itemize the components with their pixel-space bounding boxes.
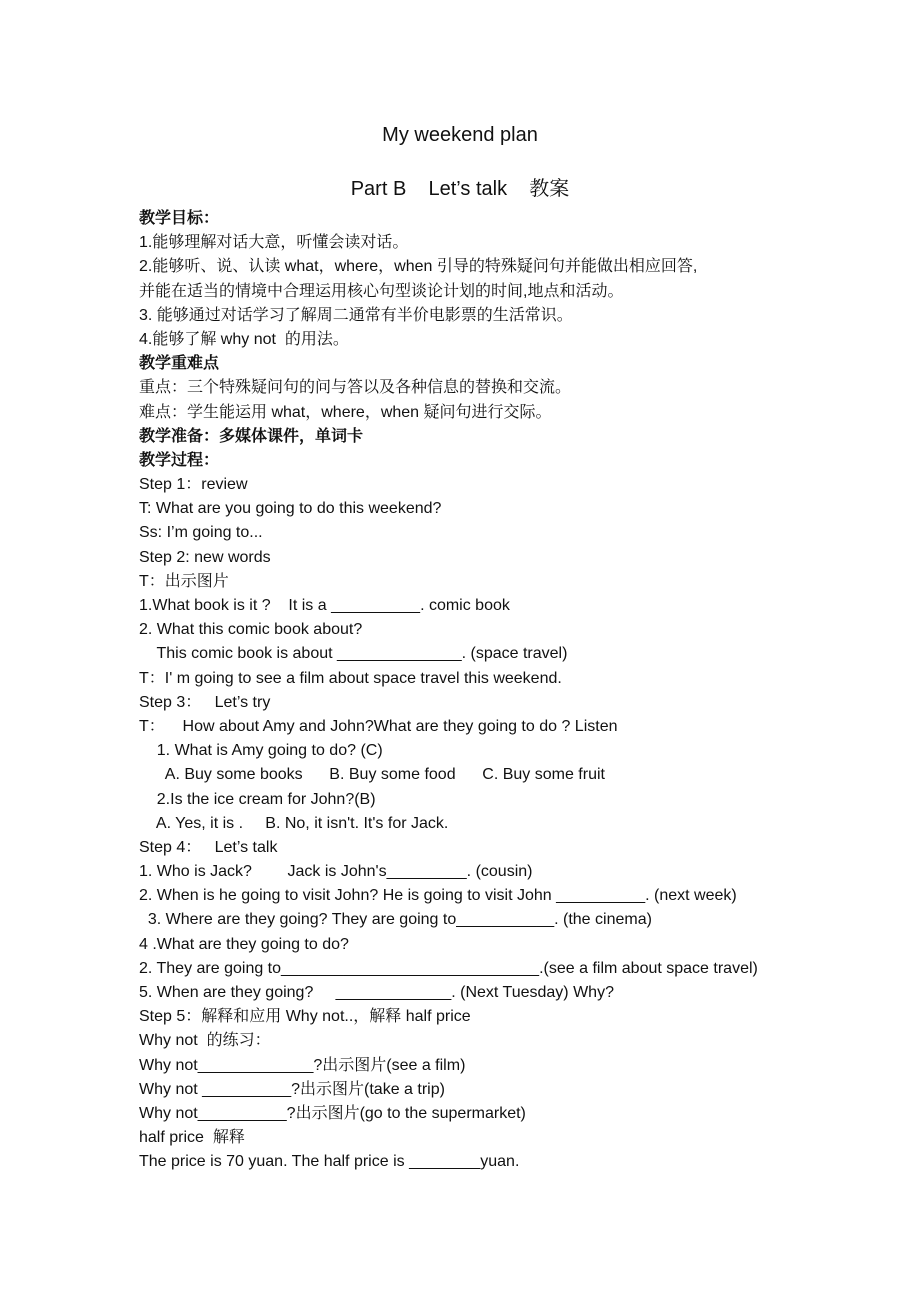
text-line: 4.能够了解 why not 的用法。 xyxy=(139,330,349,348)
text-line: 2.能够听、说、认读 what，where，when 引导的特殊疑问句并能做出相应回答, xyxy=(139,258,698,276)
text-line: 重点：三个特殊疑问句的问与答以及各种信息的替换和交流。 xyxy=(139,379,572,397)
text-line: half price 解释 xyxy=(139,1129,245,1147)
text-line: Step 3： Let’s try xyxy=(139,693,271,711)
text-line: 5. When are they going? _____________. (Next Tuesday) Why? xyxy=(139,984,614,1001)
text-line: Step 2: new words xyxy=(139,548,271,566)
text-line: Step 4： Let’s talk xyxy=(139,838,278,856)
text-line: Why not_____________?出示图片(see a film) xyxy=(139,1056,466,1074)
text-line: 1.能够理解对话大意，听懂会读对话。 xyxy=(139,234,409,252)
text-line: 1.What book is it ? It is a __________. comic book xyxy=(139,597,510,614)
text-line: 并能在适当的情境中合理运用核心句型谈论计划的时间,地点和活动。 xyxy=(139,282,624,300)
text-line: The price is 70 yuan. The half price is ________yuan. xyxy=(139,1153,520,1171)
text-line: A. Buy some books B. Buy some food C. Buy some fruit xyxy=(139,766,605,784)
section-heading: 教学准备：多媒体课件，单词卡 xyxy=(139,427,364,445)
text-line: Step 5：解释和应用 Why not..，解释 half price xyxy=(139,1008,471,1026)
text-line: 1. Who is Jack? Jack is John's_________. (cousin) xyxy=(139,863,533,881)
text-line: Ss: I’m going to... xyxy=(139,524,263,542)
text-line: Step 1：review xyxy=(139,476,248,494)
text-line: Why not 的练习： xyxy=(139,1032,271,1050)
text-line: 3. 能够通过对话学习了解周二通常有半价电影票的生活常识。 xyxy=(139,306,573,324)
text-line: 1. What is Amy going to do? (C) xyxy=(139,742,383,760)
document-body xyxy=(139,207,819,1175)
text-line: A. Yes, it is . B. No, it isn't. It's for Jack. xyxy=(139,814,449,832)
section-heading: 教学目标： xyxy=(139,210,220,227)
text-line: 2. When is he going to visit John? He is going to visit John __________. (next week) xyxy=(139,887,737,905)
text-line: 3. Where are they going? They are going to___________. (the cinema) xyxy=(139,911,652,929)
section-heading: 教学重难点 xyxy=(139,355,220,373)
text-line: Why not __________?出示图片(take a trip) xyxy=(139,1080,445,1098)
text-line: 2.Is the ice cream for John?(B) xyxy=(139,790,376,808)
section-heading: 教学过程： xyxy=(139,451,220,469)
text-line: 2. What this comic book about? xyxy=(139,621,363,639)
text-line: 2. They are going to_____________________________.(see a film about space travel) xyxy=(139,959,758,977)
text-line: T：I' m going to see a film about space travel this weekend. xyxy=(139,669,562,687)
text-line: 难点：学生能运用 what，where，when 疑问句进行交际。 xyxy=(139,403,552,421)
text-line: T: What are you going to do this weekend? xyxy=(139,500,442,518)
text-line: 4 .What are they going to do? xyxy=(139,935,349,953)
text-line: This comic book is about ______________. (space travel) xyxy=(139,645,568,663)
text-line: Why not__________?出示图片(go to the supermarket) xyxy=(139,1104,526,1122)
text-line: T：出示图片 xyxy=(139,572,229,590)
text-line: T： How about Amy and John?What are they going to do ? Listen xyxy=(139,717,618,735)
document-subtitle: Part B Let’s talk 教案 xyxy=(350,178,570,200)
document-title: My weekend plan xyxy=(382,124,538,146)
